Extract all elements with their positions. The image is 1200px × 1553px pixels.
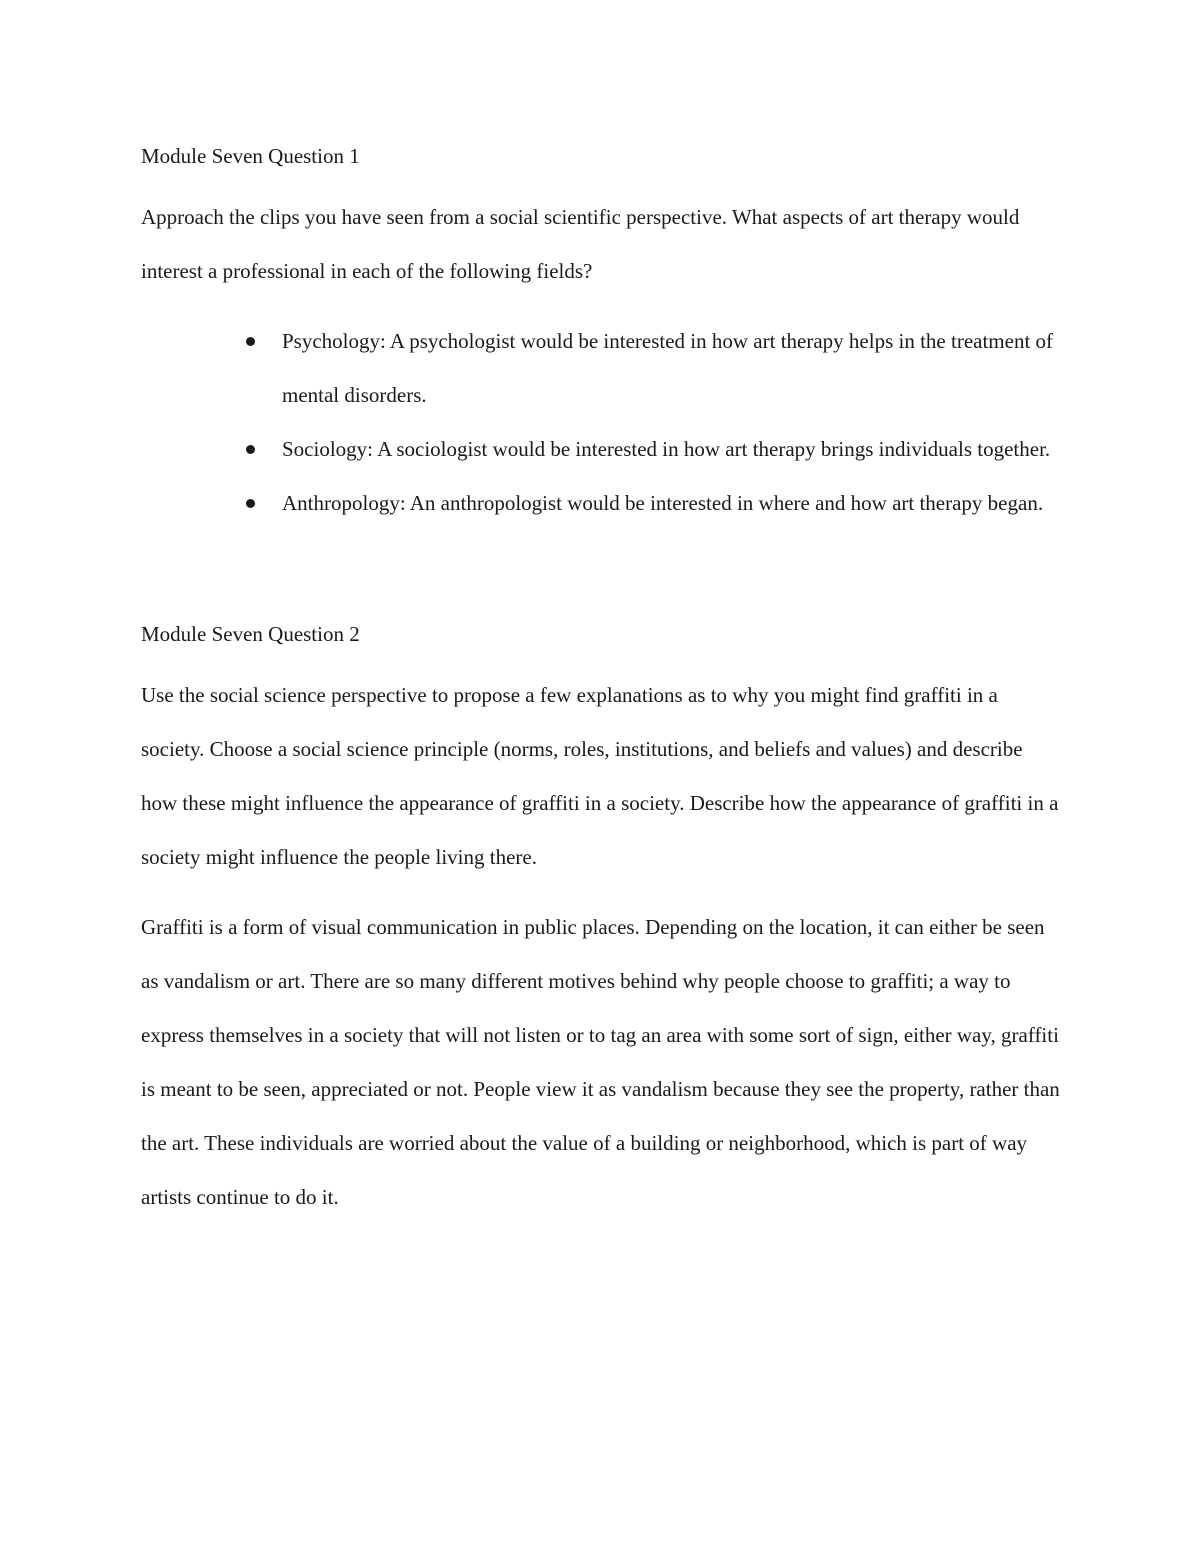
bullet-icon xyxy=(246,445,255,454)
question-1-heading: Module Seven Question 1 xyxy=(141,144,360,168)
question-1-prompt: Approach the clips you have seen from a social scientific perspective. What aspects of art therapy would interest a professional in each of the following fields? xyxy=(141,205,1020,283)
document-body xyxy=(141,138,1061,1224)
bullet-icon xyxy=(246,499,255,508)
question-2-heading: Module Seven Question 2 xyxy=(141,622,360,646)
list-item-text: Psychology: A psychologist would be interested in how art therapy helps in the treatment of mental disorders. xyxy=(282,329,1054,407)
list-item xyxy=(282,422,1061,476)
list-item-text: Sociology: A sociologist would be interested in how art therapy brings individuals together. xyxy=(282,437,1051,461)
list-item xyxy=(282,476,1061,530)
list-item-text: Anthropology: An anthropologist would be interested in where and how art therapy began. xyxy=(282,491,1044,515)
question-2-prompt: Use the social science perspective to propose a few explanations as to why you might find graffiti in a society. Choose a social science principle (norms, roles, institutions, and beliefs and values) and describe how these might influence the appearance of graffiti in a society. Describe how the appearance of graffiti in a society might influence the people living there. xyxy=(141,683,1059,869)
question-1-answer-list xyxy=(141,314,1061,530)
question-2-answer: Graffiti is a form of visual communication in public places. Depending on the location, it can either be seen as vandalism or art. There are so many different motives behind why people choose to graffiti; a way to express themselves in a society that will not listen or to tag an area with some sort of sign, either way, graffiti is meant to be seen, appreciated or not. People view it as vandalism because they see the property, rather than the art. These individuals are worried about the value of a building or neighborhood, which is part of way artists continue to do it. xyxy=(141,915,1060,1209)
bullet-icon xyxy=(246,337,255,346)
list-item xyxy=(282,314,1061,422)
